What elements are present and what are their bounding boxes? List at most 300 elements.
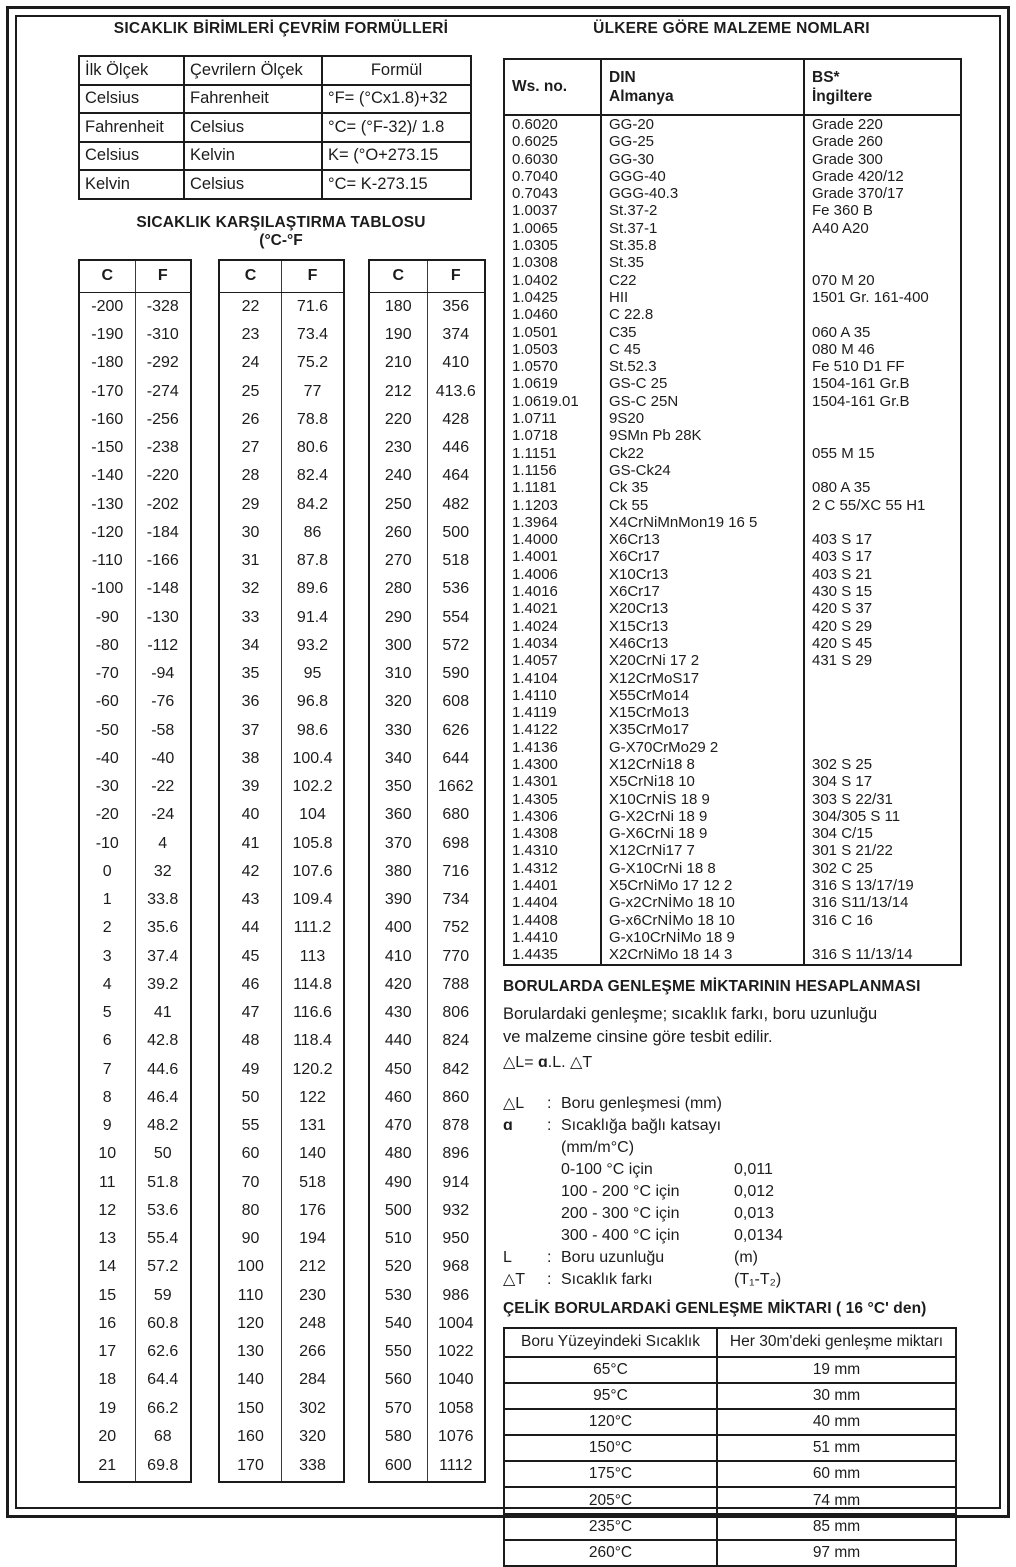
table-cell: -24 — [135, 801, 191, 829]
table-cell: 260°C — [504, 1540, 717, 1566]
conversion-table — [78, 55, 472, 200]
table-row — [369, 1084, 485, 1112]
table-row — [504, 860, 961, 877]
table-cell: Ck22 — [601, 445, 804, 462]
table-cell: 120.2 — [282, 1056, 345, 1084]
table-cell: 66.2 — [135, 1395, 191, 1423]
table-cell: X12CrNi17 7 — [601, 842, 804, 859]
table-cell: -110 — [91, 552, 123, 570]
table-cell: 302 C 25 — [804, 860, 961, 877]
table-cell: 41 — [135, 999, 191, 1027]
table-cell: 19 — [98, 1399, 117, 1417]
table-row — [219, 519, 344, 547]
definition-symbol — [503, 1159, 547, 1181]
table-row — [369, 1253, 485, 1281]
table-cell: 464 — [427, 462, 485, 490]
table-cell: 9S20 — [601, 410, 804, 427]
table-cell: 104 — [282, 801, 345, 829]
table-cell — [804, 254, 961, 271]
cf-header-c: C — [219, 260, 282, 293]
table-row — [79, 491, 191, 519]
table-cell: 420 — [384, 975, 412, 993]
table-cell: 30 mm — [717, 1383, 956, 1409]
table-cell: 48 — [241, 1032, 260, 1050]
table-cell: Grade 420/12 — [804, 168, 961, 185]
table-cell: -30 — [95, 778, 119, 796]
table-row — [79, 801, 191, 829]
table-row — [504, 946, 961, 964]
table-cell: 75.2 — [282, 349, 345, 377]
table-cell: -130 — [135, 604, 191, 632]
table-cell: 806 — [427, 999, 485, 1027]
table-cell: 33.8 — [135, 886, 191, 914]
table-cell: 1.4110 — [512, 686, 557, 704]
table-cell: 330 — [384, 721, 412, 739]
table-cell: 140 — [282, 1140, 345, 1168]
definition-value — [734, 1093, 960, 1115]
table-cell: 1.1181 — [512, 479, 557, 497]
table-header-row — [369, 260, 485, 293]
conv-header-source: İlk Ölçek — [79, 56, 184, 85]
table-cell: 230 — [384, 439, 412, 457]
table-row — [219, 547, 344, 575]
table-cell: St.52.3 — [601, 358, 804, 375]
table-row — [504, 791, 961, 808]
steel-header-temperature: Boru Yüzeyindeki Sıcaklık — [504, 1328, 717, 1357]
table-cell: 7 — [102, 1060, 112, 1078]
table-row — [369, 1056, 485, 1084]
table-cell: 55 — [241, 1117, 260, 1135]
table-cell: X20Cr13 — [601, 600, 804, 617]
table-row — [504, 583, 961, 600]
table-row — [369, 292, 485, 321]
table-cell: 4 — [135, 830, 191, 858]
table-cell: 1.4308 — [512, 825, 558, 843]
table-cell: G-X6CrNi 18 9 — [601, 825, 804, 842]
table-cell — [804, 410, 961, 427]
table-cell: 96.8 — [282, 688, 345, 716]
table-row — [369, 971, 485, 999]
table-cell: -76 — [135, 688, 191, 716]
table-cell: 060 A 35 — [804, 324, 961, 341]
table-cell: 8 — [102, 1088, 112, 1106]
table-cell: 530 — [384, 1286, 412, 1304]
steel-table-body — [504, 1357, 956, 1567]
materials-table-body — [504, 115, 961, 965]
table-cell: 380 — [384, 862, 412, 880]
table-row — [79, 1395, 191, 1423]
table-cell: 1.1203 — [512, 496, 558, 514]
table-row — [504, 289, 961, 306]
table-row — [369, 1451, 485, 1481]
table-cell: 210 — [384, 354, 412, 372]
table-row — [219, 745, 344, 773]
table-cell: 90 — [241, 1230, 260, 1248]
table-cell: 21 — [98, 1456, 117, 1474]
table-cell: 205°C — [504, 1487, 717, 1513]
table-row — [504, 929, 961, 946]
table-cell: 32 — [241, 580, 260, 598]
table-row — [79, 1338, 191, 1366]
table-row — [219, 717, 344, 745]
table-cell: -190 — [91, 326, 124, 344]
mat-header-din — [601, 59, 804, 115]
definition-row — [503, 1181, 960, 1203]
table-cell: C35 — [601, 324, 804, 341]
table-cell: -256 — [135, 406, 191, 434]
table-row — [369, 660, 485, 688]
table-row — [79, 1140, 191, 1168]
table-cell: 518 — [427, 547, 485, 575]
table-row — [219, 1282, 344, 1310]
table-row — [369, 1140, 485, 1168]
table-cell: 42 — [241, 862, 260, 880]
table-cell: 20 — [98, 1427, 117, 1445]
table-cell: 752 — [427, 914, 485, 942]
table-row — [504, 497, 961, 514]
table-cell: 1.4306 — [512, 807, 558, 825]
table-cell: X6Cr13 — [601, 531, 804, 548]
table-cell: 10 — [98, 1145, 117, 1163]
table-row — [79, 1112, 191, 1140]
table-cell: 82.4 — [282, 462, 345, 490]
comparison-tables — [75, 259, 487, 1483]
table-row — [79, 575, 191, 603]
table-cell: X2CrNiMo 18 14 3 — [601, 946, 804, 964]
materials-title: ÜLKERE GÖRE MALZEME NOMLARI — [593, 20, 870, 37]
table-cell: G-x2CrNİMo 18 10 — [601, 894, 804, 911]
table-row — [369, 999, 485, 1027]
table-cell: 0 — [102, 862, 112, 880]
table-cell: 212 — [384, 382, 412, 400]
table-cell: 36 — [241, 693, 260, 711]
table-row — [369, 378, 485, 406]
table-row — [504, 773, 961, 790]
cf-table-2 — [218, 259, 345, 1483]
table-row — [504, 756, 961, 773]
table-row — [504, 721, 961, 738]
table-row — [369, 575, 485, 603]
table-row — [369, 1366, 485, 1394]
definition-value: (m) — [734, 1248, 758, 1266]
table-cell: St.35 — [601, 254, 804, 271]
mat-header-ws-no: Ws. no. — [504, 59, 601, 115]
table-row — [219, 886, 344, 914]
table-row — [504, 894, 961, 911]
cf-header-f: F — [427, 260, 485, 293]
table-row — [219, 462, 344, 490]
table-cell: G-X70CrMo29 2 — [601, 739, 804, 756]
table-row — [504, 272, 961, 289]
cf-table-3-body — [369, 292, 485, 1482]
table-cell: 28 — [241, 467, 260, 485]
table-row — [79, 1197, 191, 1225]
table-row — [369, 830, 485, 858]
table-cell: 109.4 — [282, 886, 345, 914]
mat-header-bs-line2: İngiltere — [812, 88, 873, 105]
table-row — [219, 632, 344, 660]
table-cell: 15 — [98, 1286, 117, 1304]
table-cell: 98.6 — [282, 717, 345, 745]
table-cell: 1.4021 — [512, 600, 558, 618]
table-cell — [804, 514, 961, 531]
table-cell: 1.0460 — [512, 306, 558, 324]
table-cell: 1.4104 — [512, 669, 558, 687]
table-cell: 304 C/15 — [804, 825, 961, 842]
table-cell: Grade 220 — [804, 115, 961, 133]
table-cell: 89.6 — [282, 575, 345, 603]
table-cell: 4 — [102, 975, 112, 993]
table-cell: 340 — [384, 749, 412, 767]
table-cell: -22 — [135, 773, 191, 801]
table-cell: 560 — [384, 1371, 412, 1389]
table-cell: 1.4024 — [512, 617, 558, 635]
table-cell: 180 — [384, 297, 412, 315]
table-row — [219, 575, 344, 603]
table-cell: 0.6020 — [512, 116, 558, 133]
table-cell: 14 — [98, 1258, 117, 1276]
table-cell: 150 — [237, 1399, 264, 1417]
table-cell: 518 — [282, 1169, 345, 1197]
table-row — [504, 1461, 956, 1487]
table-row — [504, 670, 961, 687]
table-cell: 102.2 — [282, 773, 345, 801]
table-cell: C 22.8 — [601, 306, 804, 323]
table-cell: 30 — [241, 523, 260, 541]
table-cell: 1.0501 — [512, 323, 558, 341]
table-row — [504, 479, 961, 496]
table-cell: 26 — [241, 410, 260, 428]
table-cell: X15CrMo13 — [601, 704, 804, 721]
table-cell: 403 S 21 — [804, 566, 961, 583]
table-cell: 1040 — [427, 1366, 485, 1394]
table-cell: HII — [601, 289, 804, 306]
table-cell: -140 — [91, 467, 124, 485]
table-cell: 428 — [427, 406, 485, 434]
definition-row — [503, 1093, 960, 1115]
table-cell: 914 — [427, 1169, 485, 1197]
table-cell: 510 — [384, 1230, 412, 1248]
definition-text: 200 - 300 °C için — [561, 1204, 680, 1222]
table-row — [219, 1225, 344, 1253]
table-row — [219, 1338, 344, 1366]
definition-symbol: L — [503, 1248, 512, 1266]
table-cell: 1076 — [427, 1423, 485, 1451]
table-row — [504, 548, 961, 565]
table-row — [369, 434, 485, 462]
table-cell: 1.4404 — [512, 894, 558, 912]
table-cell: 120°C — [504, 1409, 717, 1435]
table-cell: 500 — [384, 1201, 412, 1219]
table-cell: 240 — [384, 467, 412, 485]
table-cell: 420 S 45 — [804, 635, 961, 652]
table-cell: 1.4000 — [512, 531, 558, 549]
table-cell: Celsius — [184, 170, 322, 199]
table-cell: 122 — [282, 1084, 345, 1112]
table-row — [79, 142, 471, 171]
table-row — [504, 202, 961, 219]
definition-symbol — [503, 1203, 547, 1225]
table-cell: 95 — [282, 660, 345, 688]
table-cell: 1.0718 — [512, 427, 558, 445]
table-cell: 9SMn Pb 28K — [601, 427, 804, 444]
table-cell: -94 — [135, 660, 191, 688]
table-row — [504, 341, 961, 358]
table-row — [79, 632, 191, 660]
table-cell: GG-20 — [601, 115, 804, 133]
table-cell: 1501 Gr. 161-400 — [804, 289, 961, 306]
table-cell: 116.6 — [282, 999, 345, 1027]
table-cell: 390 — [384, 891, 412, 909]
table-row — [504, 410, 961, 427]
table-row — [504, 306, 961, 323]
table-cell: 420 S 29 — [804, 618, 961, 635]
definition-text: Boru uzunluğu — [561, 1248, 665, 1266]
table-row — [219, 1310, 344, 1338]
definition-symbol: △L — [503, 1094, 525, 1112]
table-cell: 3 — [102, 947, 112, 965]
table-cell: -184 — [135, 519, 191, 547]
table-row — [219, 1197, 344, 1225]
table-cell: -310 — [135, 321, 191, 349]
table-cell: 160 — [237, 1427, 264, 1445]
table-cell: C 45 — [601, 341, 804, 358]
table-row — [219, 378, 344, 406]
table-cell: 716 — [427, 858, 485, 886]
table-cell: 42.8 — [135, 1027, 191, 1055]
table-cell: -202 — [135, 491, 191, 519]
table-cell: X20CrNi 17 2 — [601, 652, 804, 669]
table-cell: -100 — [91, 580, 124, 598]
table-cell: 40 mm — [717, 1409, 956, 1435]
table-cell: -180 — [91, 354, 124, 372]
table-cell — [804, 670, 961, 687]
table-cell: 107.6 — [282, 858, 345, 886]
table-row — [504, 739, 961, 756]
table-cell: 2 — [102, 919, 112, 937]
table-cell: °C= (°F-32)/ 1.8 — [322, 113, 471, 142]
table-cell — [804, 462, 961, 479]
table-cell: 824 — [427, 1027, 485, 1055]
table-cell: Kelvin — [79, 170, 184, 199]
table-cell: 85 mm — [717, 1514, 956, 1540]
table-cell: 71.6 — [282, 292, 345, 321]
table-cell: -292 — [135, 349, 191, 377]
formula-suffix: .L. △T — [547, 1053, 593, 1071]
table-cell: -238 — [135, 434, 191, 462]
table-row — [504, 1357, 956, 1383]
table-cell: 45 — [241, 947, 260, 965]
table-cell: -90 — [95, 608, 119, 626]
table-row — [219, 999, 344, 1027]
expansion-formula — [503, 1052, 960, 1072]
table-cell: 31 — [241, 552, 260, 570]
table-cell: 290 — [384, 608, 412, 626]
table-cell: 413.6 — [427, 378, 485, 406]
table-cell: 230 — [282, 1282, 345, 1310]
definition-colon — [547, 1181, 561, 1203]
definition-value: 0,013 — [734, 1204, 775, 1222]
table-cell: 1.4034 — [512, 634, 558, 652]
table-row — [369, 1197, 485, 1225]
table-cell: 86 — [282, 519, 345, 547]
table-cell: 55.4 — [135, 1225, 191, 1253]
expansion-calc-line2: ve malzeme cinsine göre tesbit edilir. — [503, 1027, 773, 1046]
table-row — [219, 434, 344, 462]
table-cell: 51 mm — [717, 1435, 956, 1461]
table-row — [79, 406, 191, 434]
table-cell: 968 — [427, 1253, 485, 1281]
conv-header-target: Çevrilern Ölçek — [184, 56, 322, 85]
table-cell: 93.2 — [282, 632, 345, 660]
table-cell: 770 — [427, 943, 485, 971]
table-row — [369, 943, 485, 971]
table-row — [219, 1140, 344, 1168]
table-cell: 110 — [237, 1286, 264, 1304]
table-row — [504, 1514, 956, 1540]
definition-value: (T₁-T₂) — [734, 1270, 782, 1288]
table-cell: C22 — [601, 272, 804, 289]
table-cell: 40 — [241, 806, 260, 824]
table-cell: 43 — [241, 891, 260, 909]
table-row — [79, 1027, 191, 1055]
table-cell: 1058 — [427, 1395, 485, 1423]
table-cell: GGG-40.3 — [601, 185, 804, 202]
conv-header-formula: Formül — [322, 56, 471, 85]
table-cell: 190 — [384, 326, 412, 344]
table-row — [219, 1395, 344, 1423]
definitions-list — [503, 1093, 960, 1291]
table-cell: 1.4401 — [512, 877, 558, 895]
table-row — [504, 566, 961, 583]
table-cell: 470 — [384, 1117, 412, 1135]
table-cell: 25 — [241, 382, 260, 400]
table-cell: 446 — [427, 434, 485, 462]
table-cell: St.37-1 — [601, 220, 804, 237]
table-cell: X15Cr13 — [601, 618, 804, 635]
definition-text: 300 - 400 °C için — [561, 1226, 680, 1244]
table-cell: 175°C — [504, 1461, 717, 1487]
table-row — [219, 943, 344, 971]
table-cell: -150 — [91, 439, 124, 457]
table-cell: GG-30 — [601, 151, 804, 168]
table-cell: X35CrMo17 — [601, 721, 804, 738]
table-cell: 100.4 — [282, 745, 345, 773]
table-row — [79, 886, 191, 914]
table-cell: 35.6 — [135, 914, 191, 942]
table-cell: 64.4 — [135, 1366, 191, 1394]
table-cell: 350 — [384, 778, 412, 796]
definition-colon — [547, 1225, 561, 1247]
table-cell: 360 — [384, 806, 412, 824]
table-row — [369, 406, 485, 434]
conversion-table-head — [79, 56, 471, 85]
expansion-calc-paragraph — [503, 1003, 960, 1049]
table-cell: -274 — [135, 378, 191, 406]
materials-table-head — [504, 59, 961, 115]
table-cell: 1.4312 — [512, 859, 558, 877]
mat-header-din-line1: DIN — [609, 69, 636, 86]
table-cell: 316 S11/13/14 — [804, 894, 961, 911]
table-row — [79, 1253, 191, 1281]
table-cell: 46.4 — [135, 1084, 191, 1112]
table-row — [369, 801, 485, 829]
table-cell: 1.4001 — [512, 548, 558, 566]
definition-colon — [547, 1159, 561, 1181]
table-row — [219, 801, 344, 829]
table-cell — [804, 704, 961, 721]
table-cell: 302 S 25 — [804, 756, 961, 773]
